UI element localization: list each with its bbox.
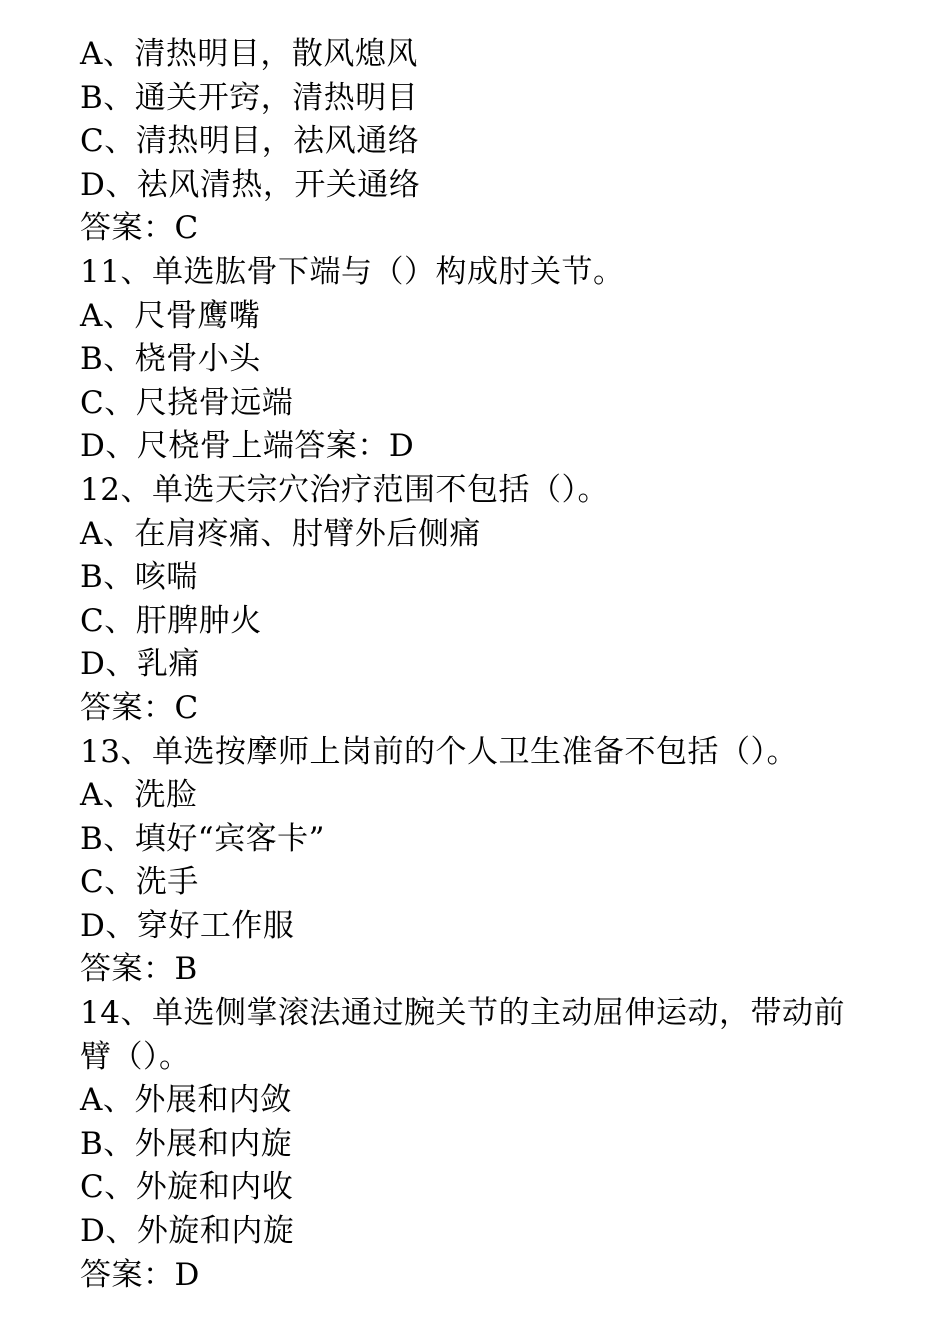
option-c-q10: C、清热明目，祛风通络: [80, 123, 420, 160]
option-b-q10: B、通关开窍，清热明目: [80, 79, 419, 116]
question-11: 11、单选肱骨下端与（）构成肘关节。: [80, 253, 625, 290]
question-12: 12、单选天宗穴治疗范围不包括（）。: [80, 471, 609, 508]
option-a-q10: A、清热明目，散风熄风: [80, 36, 418, 72]
option-a-q12: A、在肩疼痛、肘臂外后侧痛: [80, 515, 481, 552]
answer-q12: 答案：C: [80, 689, 199, 726]
document-page: [80, 33, 880, 1297]
option-c-q11: C、尺挠骨远端: [80, 384, 294, 421]
question-13: 13、单选按摩师上岗前的个人卫生准备不包括（）。: [80, 733, 798, 770]
option-a-q13: A、洗脸: [80, 777, 198, 814]
option-b-q14: B、外展和内旋: [80, 1125, 293, 1162]
question-14: 14、单选侧掌滚法通过腕关节的主动屈伸运动，带动前臂（）。: [80, 995, 845, 1075]
option-d-q14: D、外旋和内旋: [80, 1213, 295, 1250]
option-a-q14: A、外展和内敛: [80, 1082, 292, 1119]
option-d-q10: D、祛风清热，开关通络: [80, 166, 421, 203]
option-b-q11: B、桡骨小头: [80, 341, 261, 378]
answer-q10: 答案：C: [80, 210, 199, 247]
option-c-q12: C、肝脾肿火: [80, 602, 262, 639]
option-a-q11: A、尺骨鹰嘴: [80, 297, 261, 334]
option-d-q12: D、乳痛: [80, 646, 200, 683]
option-b-q12: B、咳喘: [80, 559, 198, 596]
option-d-answer-q11: D、尺桡骨上端答案：D: [80, 428, 415, 465]
option-c-q13: C、洗手: [80, 864, 199, 901]
option-b-q13: B、填好“宾客卡”: [80, 820, 325, 857]
option-d-q13: D、穿好工作服: [80, 907, 295, 944]
option-c-q14: C、外旋和内收: [80, 1169, 294, 1206]
answer-q13: 答案：B: [80, 951, 198, 988]
answer-q14: 答案：D: [80, 1256, 200, 1293]
